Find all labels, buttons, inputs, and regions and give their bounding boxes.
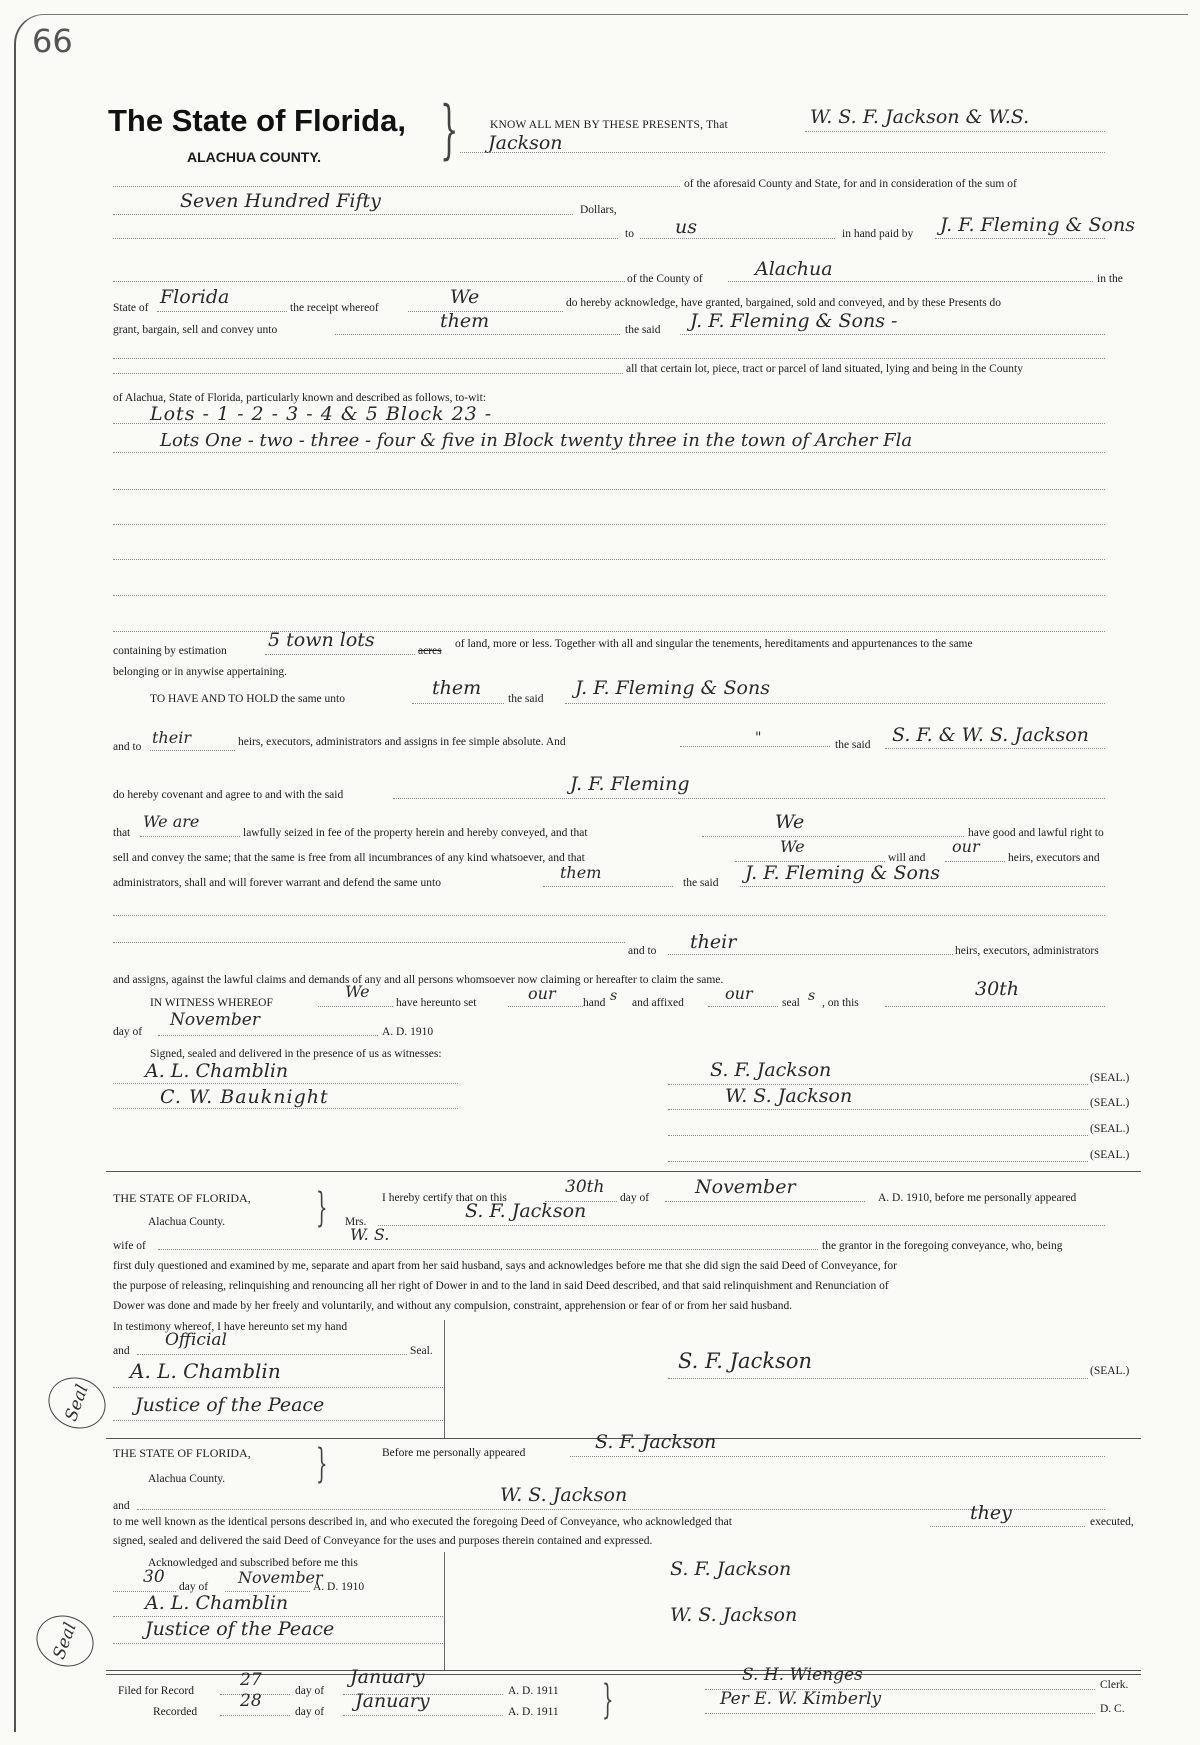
clerk-text: Clerk. bbox=[1100, 1679, 1129, 1691]
desc-line-7 bbox=[113, 631, 1105, 632]
dower-seal-label: (SEAL.) bbox=[1090, 1365, 1130, 1377]
state-of-text: State of bbox=[113, 302, 149, 314]
desc-line-5 bbox=[113, 559, 1105, 560]
wife-hw: W. S. bbox=[350, 1225, 390, 1244]
witness-line-1 bbox=[318, 1006, 393, 1007]
state-line bbox=[157, 311, 287, 312]
record-brace: } bbox=[602, 1677, 614, 1723]
dower-officer-hw-1: A. L. Chamblin bbox=[130, 1359, 281, 1383]
containing-hw: 5 town lots bbox=[268, 629, 375, 651]
covenant-line bbox=[393, 798, 1105, 799]
desc-line-1 bbox=[113, 423, 1105, 424]
desc-line-2 bbox=[113, 452, 1105, 453]
day-line bbox=[885, 1006, 1105, 1007]
deputy-hw: Per E. W. Kimberly bbox=[720, 1689, 882, 1709]
grantor-sig-line-3 bbox=[668, 1135, 1088, 1136]
section-divider-1 bbox=[106, 1171, 1141, 1172]
dower-day-of-text: day of bbox=[620, 1192, 650, 1204]
to-text: to bbox=[625, 228, 634, 240]
sell-line-2 bbox=[945, 861, 1005, 862]
day-hw: 30th bbox=[975, 978, 1020, 1000]
intro-text: KNOW ALL MEN BY THESE PRESENTS, That bbox=[490, 119, 728, 131]
dower-month-hw: November bbox=[695, 1176, 796, 1198]
ack-and-text: and bbox=[113, 1500, 130, 1512]
heirs-exec-admin-text: heirs, executors, administrators bbox=[955, 945, 1099, 957]
seized-line bbox=[702, 836, 964, 837]
of-county-line bbox=[113, 281, 625, 282]
appeared-hw: S. F. Jackson bbox=[595, 1431, 717, 1453]
dower-officer-hw-2: Justice of the Peace bbox=[135, 1394, 325, 1416]
have-set-text: have hereunto set bbox=[396, 997, 477, 1009]
description-hw-1: Lots - 1 - 2 - 3 - 4 & 5 Block 23 - bbox=[150, 403, 493, 425]
that-text: that bbox=[113, 827, 131, 839]
ack-signature-2: W. S. Jackson bbox=[670, 1604, 798, 1626]
in-the-text: in the bbox=[1097, 273, 1123, 285]
dower-month-line bbox=[665, 1201, 865, 1202]
filed-text: Filed for Record bbox=[118, 1685, 195, 1697]
grantee-hw: J. F. Fleming & Sons bbox=[940, 214, 1135, 236]
recorded-month-line bbox=[343, 1715, 503, 1716]
containing-text: containing by estimation bbox=[113, 645, 227, 657]
ack-day-hw: 30 bbox=[143, 1567, 165, 1587]
witness-hw-3: our bbox=[725, 984, 753, 1003]
grant-convey-text: grant, bargain, sell and convey unto bbox=[113, 324, 278, 336]
official-line bbox=[137, 1354, 407, 1355]
day-of-text: day of bbox=[113, 1026, 143, 1038]
grantors-hw-2: Jackson bbox=[488, 132, 563, 154]
recorded-year-text: A. D. 1911 bbox=[508, 1706, 559, 1718]
ack-county: Alachua County. bbox=[148, 1473, 226, 1485]
ack-and-hw: W. S. Jackson bbox=[500, 1484, 628, 1506]
ack-year-text: A. D. 1910 bbox=[313, 1581, 365, 1593]
admin-line bbox=[543, 886, 673, 887]
and-to-hw: their bbox=[152, 728, 191, 747]
and-ditto-hw: " bbox=[755, 730, 762, 746]
blank-line-4 bbox=[113, 942, 625, 943]
amount-line bbox=[113, 214, 573, 215]
and-affixed-text: and affixed bbox=[632, 997, 684, 1009]
testimony-text: In testimony whereof, I have hereunto set my hand bbox=[113, 1321, 348, 1333]
dower-officer-line-2 bbox=[113, 1420, 443, 1421]
witness-sig-line-1 bbox=[113, 1083, 458, 1084]
state-title: The State of Florida, bbox=[108, 103, 406, 138]
heirs-exec-text: heirs, executors and bbox=[1008, 852, 1100, 864]
dower-officer-line-1 bbox=[113, 1387, 443, 1388]
ack-officer-hw-1: A. L. Chamblin bbox=[145, 1592, 289, 1614]
admin-said-hw: J. F. Fleming & Sons bbox=[745, 862, 940, 884]
page-number: 66 bbox=[32, 22, 73, 60]
sell-hw-1: We bbox=[780, 837, 805, 856]
ack-signed-text: signed, sealed and delivered the said Deed of Conveyance for the uses and purposes therein contained and expressed. bbox=[113, 1535, 653, 1547]
filed-day-hw: 27 bbox=[240, 1670, 262, 1690]
known-text: to me well known as the identical persons described in, and who executed the foregoing Deed of Conveyance, who acknowledged that bbox=[113, 1516, 732, 1528]
filed-month-hw: January bbox=[350, 1666, 425, 1688]
grantor-sig-line-2 bbox=[668, 1109, 1088, 1110]
dower-signature-hw: S. F. Jackson bbox=[678, 1349, 813, 1373]
recorded-month-hw: January bbox=[355, 1690, 430, 1712]
ack-signature-1: S. F. Jackson bbox=[670, 1558, 792, 1580]
grantors-line bbox=[460, 152, 1105, 153]
grant-said-hw: J. F. Fleming & Sons - bbox=[690, 310, 898, 332]
grantor-text: the grantor in the foregoing conveyance, who, being bbox=[822, 1240, 1063, 1252]
desc-line-3 bbox=[113, 489, 1105, 490]
desc-line-4 bbox=[113, 524, 1105, 525]
official-hw: Official bbox=[165, 1330, 227, 1350]
seized-text: lawfully seized in fee of the property herein and hereby conveyed, and that bbox=[243, 827, 588, 839]
grant-line bbox=[335, 334, 620, 335]
dower-county: Alachua County. bbox=[148, 1216, 226, 1228]
blank-line-1 bbox=[113, 238, 618, 239]
ack-state: THE STATE OF FLORIDA, bbox=[113, 1446, 251, 1460]
seal-label-4: (SEAL.) bbox=[1090, 1149, 1130, 1161]
that-line bbox=[140, 836, 240, 837]
sell-convey-text: sell and convey the same; that the same is free from all incumbrances of any kind whatsoever, and that bbox=[113, 852, 585, 864]
and-to-line bbox=[150, 750, 235, 751]
jackson-hw: S. F. & W. S. Jackson bbox=[892, 724, 1089, 746]
known-hw: they bbox=[970, 1502, 1012, 1524]
to-have-text: TO HAVE AND TO HOLD the same unto bbox=[150, 693, 345, 705]
blank-line-2 bbox=[113, 358, 1105, 359]
aforesaid-line bbox=[113, 186, 680, 187]
receipt-text: the receipt whereof bbox=[290, 302, 379, 314]
grantee-line bbox=[935, 238, 1105, 239]
witness-sig-line-2 bbox=[113, 1108, 458, 1109]
dollars-text: Dollars, bbox=[580, 204, 617, 216]
covenant-text: do hereby covenant and agree to and with the said bbox=[113, 789, 344, 801]
and-to-2-hw: their bbox=[690, 931, 737, 953]
hand-paid-text: in hand paid by bbox=[842, 228, 914, 240]
month-hw: November bbox=[170, 1010, 260, 1030]
known-line bbox=[930, 1526, 1085, 1527]
month-line bbox=[158, 1035, 378, 1036]
containing-rest-text: of land, more or less. Together with all and singular the tenements, hereditaments and appurtenances to the same bbox=[455, 638, 973, 650]
admin-hw: them bbox=[560, 863, 602, 882]
wife-line bbox=[158, 1249, 818, 1250]
aforesaid-text: of the aforesaid County and State, for and in consideration of the sum of bbox=[684, 178, 1017, 190]
wife-of-text: wife of bbox=[113, 1240, 146, 1252]
witness-hw-2: our bbox=[528, 984, 556, 1003]
seal-text: Seal. bbox=[410, 1345, 433, 1357]
witness-line-2 bbox=[508, 1006, 583, 1007]
dower-body-2: the purpose of releasing, relinquishing and renouncing all her right of Dower in and to the land in said Deed described, and that said relinquishment and Renunciation of bbox=[113, 1280, 889, 1292]
of-alachua-text: of Alachua, State of Florida, particularly known and described as follows, to-wit: bbox=[113, 392, 487, 404]
good-right-text: have good and lawful right to bbox=[968, 827, 1104, 839]
covenant-hw: J. F. Fleming bbox=[570, 773, 690, 795]
dc-text: D. C. bbox=[1100, 1703, 1125, 1715]
dower-seal-circle: Seal bbox=[41, 1370, 113, 1437]
grantor-signature-1: S. F. Jackson bbox=[710, 1059, 832, 1081]
recorded-day-of-text: day of bbox=[295, 1706, 325, 1718]
ack-day-of-text: day of bbox=[179, 1581, 209, 1593]
and-to-2-text: and to bbox=[628, 945, 657, 957]
assigns-text: and assigns, against the lawful claims and demands of any and all persons whomsoever now claiming or hereafter to claim the same. bbox=[113, 974, 724, 986]
witness-line-3 bbox=[708, 1006, 778, 1007]
heirs-clause-text: heirs, executors, administrators and assigns in fee simple absolute. And bbox=[238, 736, 566, 748]
year-text: A. D. 1910 bbox=[382, 1026, 434, 1038]
belonging-text: belonging or in anywise appertaining. bbox=[113, 666, 288, 678]
county-hw: Alachua bbox=[755, 258, 833, 280]
ack-sign-bar bbox=[444, 1552, 445, 1670]
dower-body-3: Dower was done and made by her freely and voluntarily, and without any compulsion, constraint, apprehension or fear of or from her said husband. bbox=[113, 1300, 793, 1312]
the-said-text: the said bbox=[625, 324, 661, 336]
grantors-hw-1: W. S. F. Jackson & W.S. bbox=[810, 106, 1030, 128]
hand-text: hand bbox=[583, 997, 606, 1009]
on-this-text: , on this bbox=[822, 997, 859, 1009]
containing-line bbox=[265, 654, 415, 655]
ack-officer-hw-2: Justice of the Peace bbox=[145, 1618, 335, 1640]
deputy-line bbox=[705, 1713, 1095, 1714]
witness-signature-1: A. L. Chamblin bbox=[145, 1060, 289, 1082]
admin-said-line bbox=[740, 886, 1105, 887]
seal-label-2: (SEAL.) bbox=[1090, 1097, 1130, 1109]
seal-label-1: (SEAL.) bbox=[1090, 1072, 1130, 1084]
dower-day-hw: 30th bbox=[565, 1177, 605, 1197]
that-hw: We are bbox=[143, 812, 200, 831]
ack-month-hw: November bbox=[238, 1568, 323, 1587]
will-and-text: will and bbox=[888, 852, 926, 864]
executed-text: executed, bbox=[1090, 1516, 1134, 1528]
ack-seal-circle: Seal bbox=[29, 1608, 101, 1675]
lot-clause-text: all that certain lot, piece, tract or parcel of land situated, lying and being in the County bbox=[626, 363, 1023, 375]
signed-text: Signed, sealed and delivered in the presence of us as witnesses: bbox=[150, 1048, 442, 1060]
grantor-signature-2: W. S. Jackson bbox=[725, 1085, 853, 1107]
acres-struck-text: acres bbox=[418, 645, 442, 657]
appeared-line bbox=[570, 1456, 1105, 1457]
receipt-hw: We bbox=[450, 286, 480, 308]
administrators-text: administrators, shall and will forever warrant and defend the same unto bbox=[113, 877, 441, 889]
hand-hw: s bbox=[610, 988, 618, 1004]
grant-said-line bbox=[680, 334, 1105, 335]
ack-brace: } bbox=[316, 1441, 328, 1487]
state-hw: Florida bbox=[160, 286, 230, 308]
to-hw: us bbox=[675, 216, 697, 238]
to-have-line bbox=[412, 703, 504, 704]
ack-officer-line-1 bbox=[113, 1616, 443, 1617]
of-county-text: of the County of bbox=[627, 273, 703, 285]
dower-brace: } bbox=[316, 1185, 328, 1231]
filed-year-text: A. D. 1911 bbox=[508, 1685, 559, 1697]
to-have-hw: them bbox=[432, 677, 482, 699]
dower-body-1: first duly questioned and examined by me, separate and apart from her said husband, says and acknowledges before me that she did sign the said Deed of Conveyance, for bbox=[113, 1260, 897, 1272]
filed-day-of-text: day of bbox=[295, 1685, 325, 1697]
admin-said-text: the said bbox=[683, 877, 719, 889]
and-to-text: and to bbox=[113, 741, 142, 753]
grant-hw: them bbox=[440, 310, 490, 332]
mrs-hw: S. F. Jackson bbox=[465, 1200, 587, 1222]
intro-line bbox=[805, 131, 1105, 132]
and-to-2-line bbox=[668, 954, 953, 955]
subscribed-text: Acknowledged and subscribed before me this bbox=[148, 1557, 358, 1569]
certify-text: I hereby certify that on this bbox=[382, 1192, 507, 1204]
seal-word-text: seal bbox=[782, 997, 800, 1009]
mrs-text: Mrs. bbox=[345, 1216, 367, 1228]
county-line bbox=[728, 281, 1093, 282]
description-hw-2: Lots One - two - three - four & five in Block twenty three in the town of Archer Fla bbox=[160, 430, 913, 451]
grantor-sig-line-4 bbox=[668, 1161, 1088, 1162]
appeared-text: Before me personally appeared bbox=[382, 1447, 526, 1459]
to-have-said-text: the said bbox=[508, 693, 544, 705]
recorded-day-hw: 28 bbox=[240, 1691, 262, 1711]
header-brace: } bbox=[440, 93, 459, 167]
witness-hw-1: We bbox=[345, 982, 370, 1001]
witness-signature-2: C. W. Bauknight bbox=[160, 1086, 329, 1108]
dower-state: THE STATE OF FLORIDA, bbox=[113, 1191, 251, 1205]
to-have-said-hw: J. F. Fleming & Sons bbox=[575, 677, 770, 699]
jackson-line bbox=[885, 748, 1105, 749]
to-have-said-line bbox=[565, 703, 1105, 704]
dower-sign-bar bbox=[444, 1320, 445, 1438]
dower-and-text: and bbox=[113, 1345, 130, 1357]
dower-year-text: A. D. 1910, before me personally appeared bbox=[878, 1192, 1077, 1204]
jackson-said-text: the said bbox=[835, 739, 871, 751]
dower-signature-line bbox=[668, 1378, 1088, 1379]
amount-hw: Seven Hundred Fifty bbox=[180, 190, 381, 212]
seal-label-3: (SEAL.) bbox=[1090, 1123, 1130, 1135]
recorded-day-line bbox=[220, 1715, 290, 1716]
seized-hw: We bbox=[775, 811, 805, 833]
county-title: ALACHUA COUNTY. bbox=[187, 149, 322, 165]
seal-s-hw: s bbox=[808, 988, 816, 1004]
recorded-text: Recorded bbox=[153, 1706, 198, 1718]
desc-line-6 bbox=[113, 595, 1105, 596]
mrs-line bbox=[378, 1225, 1105, 1226]
sell-hw-2: our bbox=[952, 837, 980, 856]
witness-text: IN WITNESS WHEREOF bbox=[150, 997, 273, 1009]
ack-and-line bbox=[137, 1509, 1105, 1510]
acknowledge-text: do hereby acknowledge, have granted, bargained, sold and conveyed, and by these Presents do bbox=[566, 297, 1002, 309]
blank-line-3 bbox=[113, 915, 1105, 916]
ack-officer-line-2 bbox=[113, 1643, 443, 1644]
lot-line bbox=[113, 373, 623, 374]
to-line bbox=[640, 238, 835, 239]
clerk-hw: S. H. Wienges bbox=[742, 1665, 863, 1685]
